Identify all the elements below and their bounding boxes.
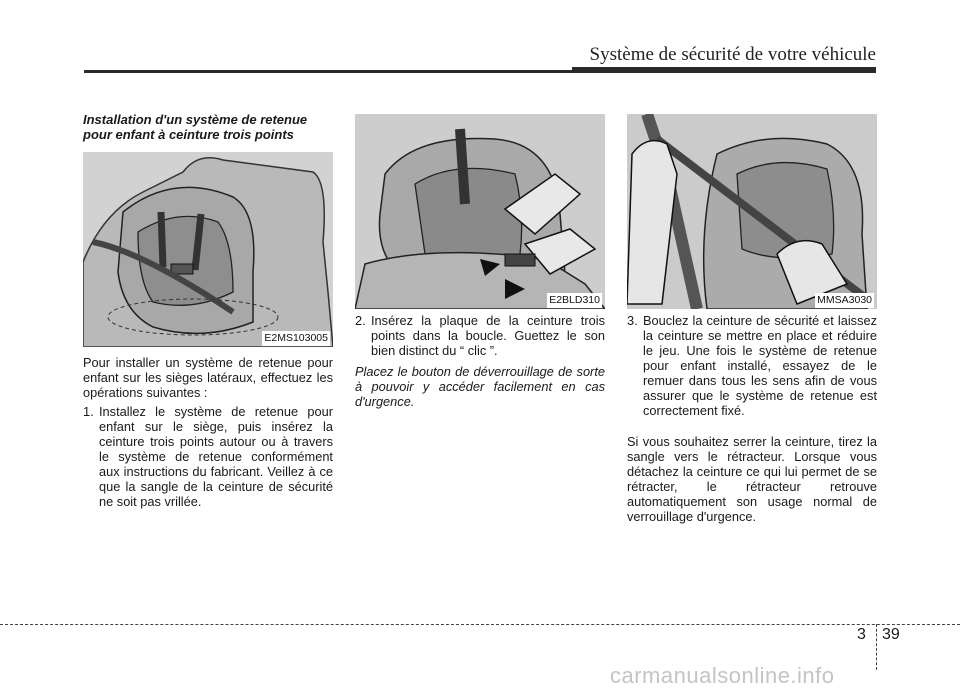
section-title: Installation d'un système de retenue pour enfant à ceinture trois points	[83, 112, 308, 142]
column-1	[83, 112, 333, 509]
step-3	[627, 313, 877, 418]
figure-code: E2MS103005	[264, 332, 328, 344]
figure-code: E2BLD310	[549, 294, 600, 306]
footer-vertical-divider	[876, 624, 877, 670]
tightening-belt-illustration	[627, 114, 877, 309]
figure-inserting-latch-plate	[355, 114, 605, 309]
footer-divider	[0, 624, 960, 625]
step-number: 2.	[355, 313, 366, 328]
chapter-number: 3	[857, 626, 866, 643]
step-number: 3.	[627, 313, 638, 328]
retractor-paragraph: Si vous souhaitez serrer la ceinture, tirez la sangle vers le rétracteur. Lorsque vous détachez la ceinture ce qui lui permet de se rétracter, le rétracteur retrouve automatiquement son usage normal de verrouillage d'urgence.	[627, 434, 877, 524]
step-2	[355, 313, 605, 358]
figure-tightening-belt	[627, 114, 877, 309]
release-button-note: Placez le bouton de déverrouillage de sorte à pouvoir y accéder facilement en cas d'urgence.	[355, 364, 605, 409]
step-1	[83, 404, 333, 509]
child-seat-illustration	[83, 152, 333, 347]
step-text: Bouclez la ceinture de sécurité et laissez la ceinture se mettre en place et réduire le jeu. Une fois le système de retenue pour enfant installé, essayez de le remuer dans tous les sens afin de vous assurer que le système de retenue est correctement fixé.	[643, 313, 877, 418]
figure-child-seat-on-seat	[83, 152, 333, 347]
step-text: Insérez la plaque de la ceinture trois points dans la boucle. Guettez le son bien distinct du “ clic ”.	[371, 313, 605, 358]
step-number: 1.	[83, 404, 94, 419]
buckle-illustration	[355, 114, 605, 309]
step-text: Installez le système de retenue pour enfant sur le siège, puis insérez la ceinture trois points autour ou à travers le système de retenue conformément aux instructions du fabricant. Veillez à ce que la sangle de la ceinture de sécurité ne soit pas vrillée.	[99, 404, 333, 509]
page-header-title: Système de sécurité de votre véhicule	[589, 44, 876, 65]
figure-code: MMSA3030	[817, 294, 872, 306]
column-3	[627, 112, 877, 524]
page-number: 39	[882, 626, 900, 643]
column-2	[355, 112, 605, 409]
watermark: carmanualsonline.info	[610, 663, 835, 688]
intro-paragraph: Pour installer un système de retenue pour enfant sur les sièges latéraux, effectuez les opérations suivantes :	[83, 355, 333, 400]
header-rule	[84, 70, 876, 73]
